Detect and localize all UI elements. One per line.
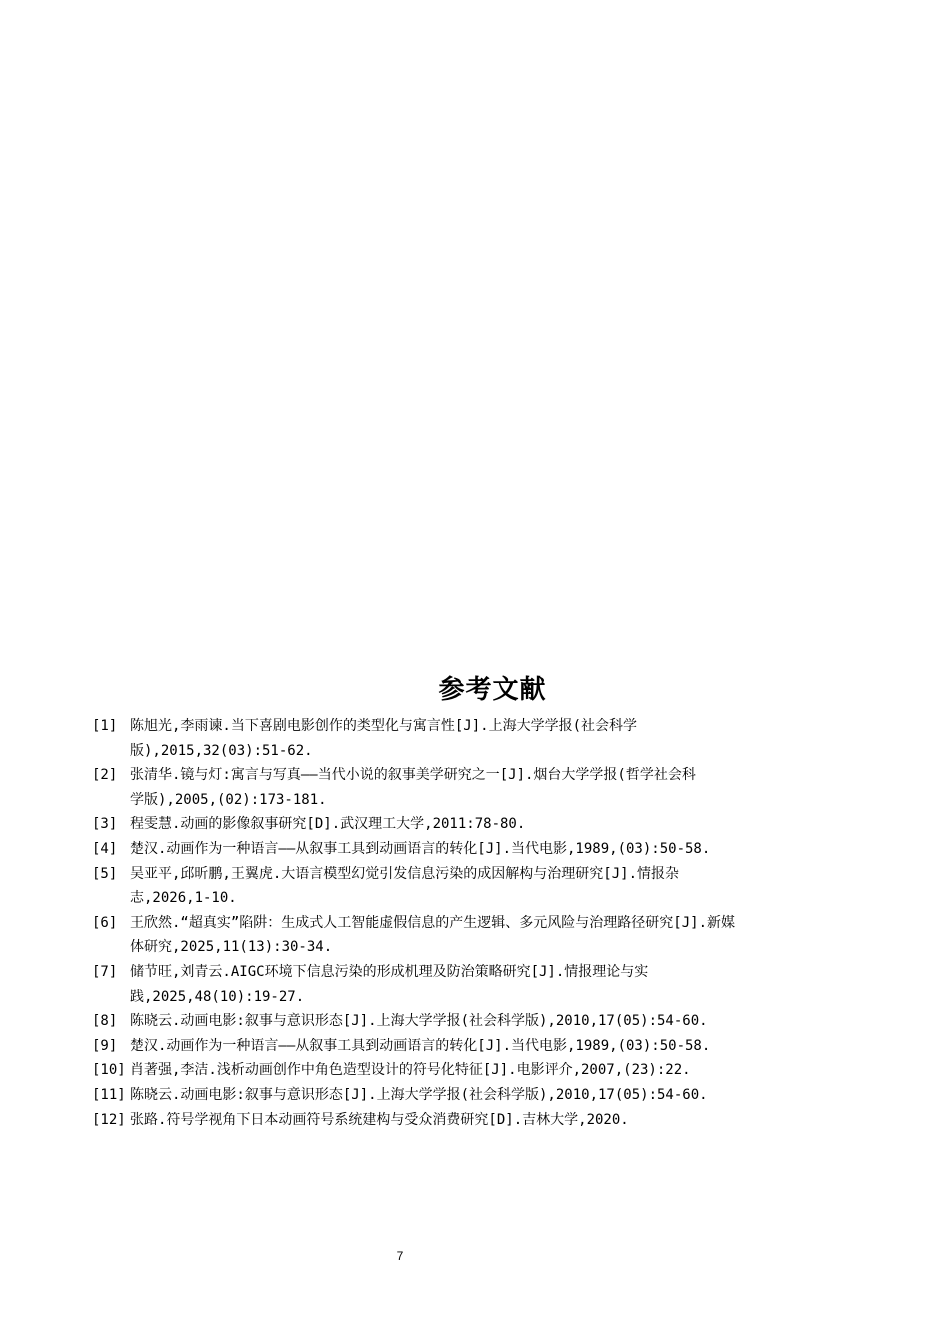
reference-text [130,812,872,837]
reference-line: 楚汉.动画作为一种语言——从叙事工具到动画语言的转化[J].当代电影,1989,(03):50-58. [130,1037,711,1054]
reference-item-6 [92,911,872,960]
reference-item-7 [92,960,872,1009]
reference-line: 志,2026,1-10. [130,890,237,907]
reference-number: [3] [92,816,118,833]
reference-text [130,862,872,911]
reference-number: [8] [92,1013,118,1030]
reference-item-5 [92,862,872,911]
reference-line: 吴亚平,邱昕鹏,王翼虎.大语言模型幻觉引发信息污染的成因解构与治理研究[J].情报杂 [130,865,679,882]
reference-line: 学版),2005,(02):173-181. [130,791,327,808]
reference-number: [10] [92,1062,126,1079]
reference-number: [6] [92,914,118,931]
reference-item-8 [92,1009,872,1034]
reference-text [130,714,872,763]
reference-line: 张路.符号学视角下日本动画符号系统建构与受众消费研究[D].吉林大学,2020. [130,1111,629,1128]
reference-item-4 [92,837,872,862]
reference-line: 体研究,2025,11(13):30-34. [130,939,333,956]
reference-text [130,1034,872,1059]
reference-line: 版),2015,32(03):51-62. [130,742,313,759]
reference-line: 楚汉.动画作为一种语言——从叙事工具到动画语言的转化[J].当代电影,1989,(03):50-58. [130,840,711,857]
reference-line: 陈旭光,李雨谏.当下喜剧电影创作的类型化与寓言性[J].上海大学学报(社会科学 [130,718,637,734]
reference-text [130,837,872,862]
reference-line: 张清华.镜与灯:寓言与写真——当代小说的叙事美学研究之一[J].烟台大学学报(哲学社会科 [130,767,696,784]
reference-item-9 [92,1034,872,1059]
reference-item-10 [92,1058,872,1083]
reference-list [92,714,872,1132]
reference-line: 陈晓云.动画电影:叙事与意识形态[J].上海大学学报(社会科学版),2010,17(05):54-60. [130,1086,708,1103]
reference-item-12 [92,1108,872,1133]
reference-number: [9] [92,1037,118,1054]
reference-number: [7] [92,963,118,980]
reference-number: [4] [92,840,118,857]
section-title: 参考文献 [438,675,547,705]
reference-text [130,960,872,1009]
reference-number: [12] [92,1111,126,1128]
page-number: 7 [396,1249,404,1263]
reference-item-3 [92,812,872,837]
reference-number: [5] [92,865,118,882]
reference-number: [1] [92,718,118,734]
reference-item-11 [92,1083,872,1108]
reference-text [130,1009,872,1034]
reference-number: [11] [92,1086,126,1103]
reference-line: 王欣然.“超真实”陷阱：生成式人工智能虚假信息的产生逻辑、多元风险与治理路径研究[J].新媒 [130,914,735,931]
reference-line: 践,2025,48(10):19-27. [130,988,305,1005]
reference-line: 储节旺,刘青云.AIGC环境下信息污染的形成机理及防治策略研究[J].情报理论与实 [130,963,649,980]
reference-line: 肖著强,李洁.浅析动画创作中角色造型设计的符号化特征[J].电影评介,2007,(23):22. [130,1062,691,1079]
reference-text [130,911,872,960]
reference-text [130,763,872,812]
reference-text [130,1083,872,1108]
reference-text [130,1108,872,1133]
reference-item-2 [92,763,872,812]
reference-number: [2] [92,767,118,784]
reference-line: 程雯慧.动画的影像叙事研究[D].武汉理工大学,2011:78-80. [130,816,526,833]
reference-text [130,1058,872,1083]
reference-item-1 [92,714,872,763]
reference-line: 陈晓云.动画电影:叙事与意识形态[J].上海大学学报(社会科学版),2010,17(05):54-60. [130,1013,708,1030]
